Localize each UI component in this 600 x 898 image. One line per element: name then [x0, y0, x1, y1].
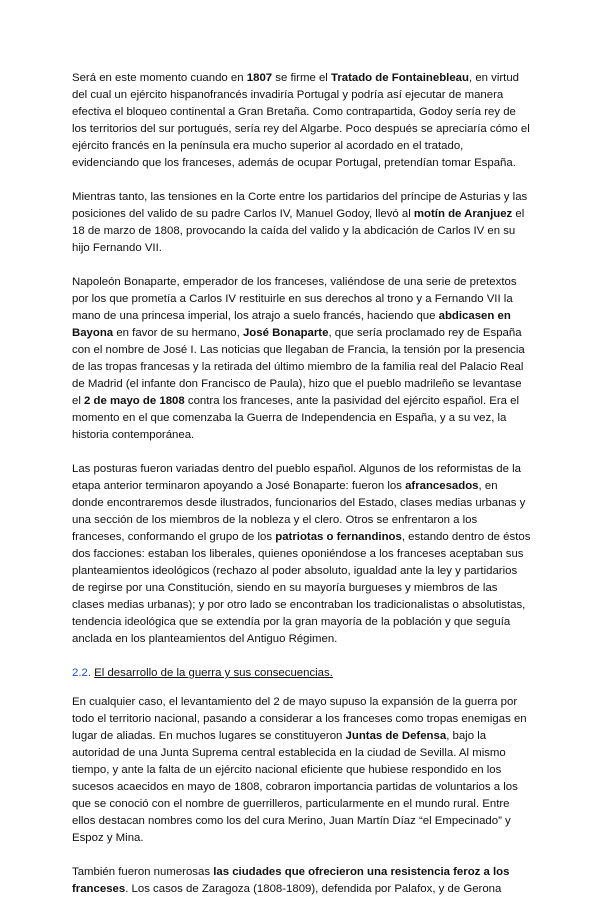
text-run: contra los franceses, ante la pasividad del ejército español. Era el momento en el que comenzaba la Guerra de Independencia en España, y a su vez, la historia contemporánea. — [72, 395, 520, 441]
paragraph — [72, 864, 532, 898]
bold-text: José Bonaparte — [242, 327, 329, 339]
text-run: Las posturas fueron variadas dentro del pueblo español. Algunos de los reformistas de la etapa anterior terminaron apoyando a José Bonaparte: fueron los — [72, 463, 521, 492]
text-run: , estando dentro de éstos dos facciones: estaban los liberales, quienes oponiéndose a los franceses aceptaban sus planteamientos ideológicos (rechazo al poder absoluto, igualdad ante la ley y partidarios de regirse por una Constitución, siendo en su mayoría burgueses y miembros de las clases medias urbanas); y por otro lado se encontraban los tradicionalistas o absolutistas, tendencia ideológica que se extendía por la gran mayoría de la población y que seguía anclada en los planteamientos del Antiguo Régimen. — [72, 531, 531, 645]
section-title: El desarrollo de la guerra y sus consecuencias. — [94, 667, 333, 679]
text-run: Será en este momento cuando en — [72, 72, 247, 84]
section-number-link[interactable]: 2.2. — [72, 667, 91, 679]
paragraph — [72, 274, 532, 444]
bold-text: Juntas de Defensa — [345, 730, 447, 742]
text-run: En cualquier caso, el levantamiento del 2 de mayo supuso la expansión de la guerra por todo el territorio nacional, pasando a considerar a los franceses como tropas enemigas en lugar de aliadas. En muchos lugares se constituyeron — [72, 696, 527, 742]
bold-text: afrancesados — [405, 480, 479, 492]
text-run: , en virtud del cual un ejército hispanofrancés invadiría Portugal y podría así ejecutar de manera efectiva el bloqueo continental a Gran Bretaña. Como contrapartida, Godoy sería rey de los territorios del sur portugués, sería rey del Algarbe. Poco después se apreciaría cómo el ejército francés en la península era mucho superior al acordado en el tratado, evidenciando que los franceses, además de ocupar Portugal, pretendían tomar España. — [72, 72, 530, 169]
bold-text: 2 de mayo de 1808 — [84, 395, 185, 407]
paragraph — [72, 694, 532, 847]
bold-text: las ciudades que ofrecieron una resistencia feroz a los franceses — [72, 866, 510, 895]
bold-text: Tratado de Fontainebleau — [331, 72, 469, 84]
text-run: . Los casos de Zaragoza (1808-1809), defendida por Palafox, y de Gerona — [125, 883, 502, 895]
text-run: , bajo la autoridad de una Junta Suprema central establecida en la ciudad de Sevilla. Al mismo tiempo, y ante la falta de un ejército nacional eficiente que hubiese respondido en los sucesos acaecidos en mayo de 1808, cobraron importancia partidas de voluntarios a los que se conoció con el nombre de guerrilleros, particularmente en el mundo rural. Entre ellos destacan nombres como los del cura Merino, Juan Martín Díaz “el Empecinado” y Espoz y Mina. — [72, 730, 518, 844]
text-run: se firme el — [272, 72, 331, 84]
text-run: , en donde encontraremos desde ilustrados, funcionarios del Estado, clases medias urbanas y una sección de los miembros de la nobleza y el clero. Otros se enfrentaron a los franceses, conformando el grupo de los — [72, 480, 526, 543]
text-run: Napoleón Bonaparte, emperador de los franceses, valiéndose de una serie de pretextos por los que prometía a Carlos IV restituirle en sus derechos al trono y a Fernando VII la mano de una princesa imperial, los atrajo a suelo francés, haciendo que — [72, 276, 517, 322]
section-heading — [72, 665, 532, 682]
document-body-continued — [72, 694, 532, 898]
paragraph — [72, 70, 532, 172]
paragraph — [72, 461, 532, 648]
text-run: el 18 de marzo de 1808, provocando la caída del valido y la abdicación de Carlos IV en su hijo Fernando VII. — [72, 208, 525, 254]
bold-text: patriotas o fernandinos — [275, 531, 402, 543]
bold-text: 1807 — [246, 72, 273, 84]
text-run: en favor de su hermano, — [113, 327, 243, 339]
paragraph — [72, 189, 532, 257]
text-run: Mientras tanto, las tensiones en la Corte entre los partidarios del príncipe de Asturias y las posiciones del valido de su padre Carlos IV, Manuel Godoy, llevó al — [72, 191, 528, 220]
bold-text: motín de Aranjuez — [413, 208, 513, 220]
text-run: También fueron numerosas — [72, 866, 214, 878]
document-body — [72, 70, 532, 648]
bold-text: abdicasen en Bayona — [72, 310, 511, 339]
text-run: , que sería proclamado rey de España con el nombre de José I. Las noticias que llegaban de Francia, la tensión por la presencia de las tropas francesas y la retirada del último miembro de la familia real del Palacio Real de Madrid (el infante don Francisco de Paula), hizo que el pueblo madrileño se levantase el — [72, 327, 525, 407]
